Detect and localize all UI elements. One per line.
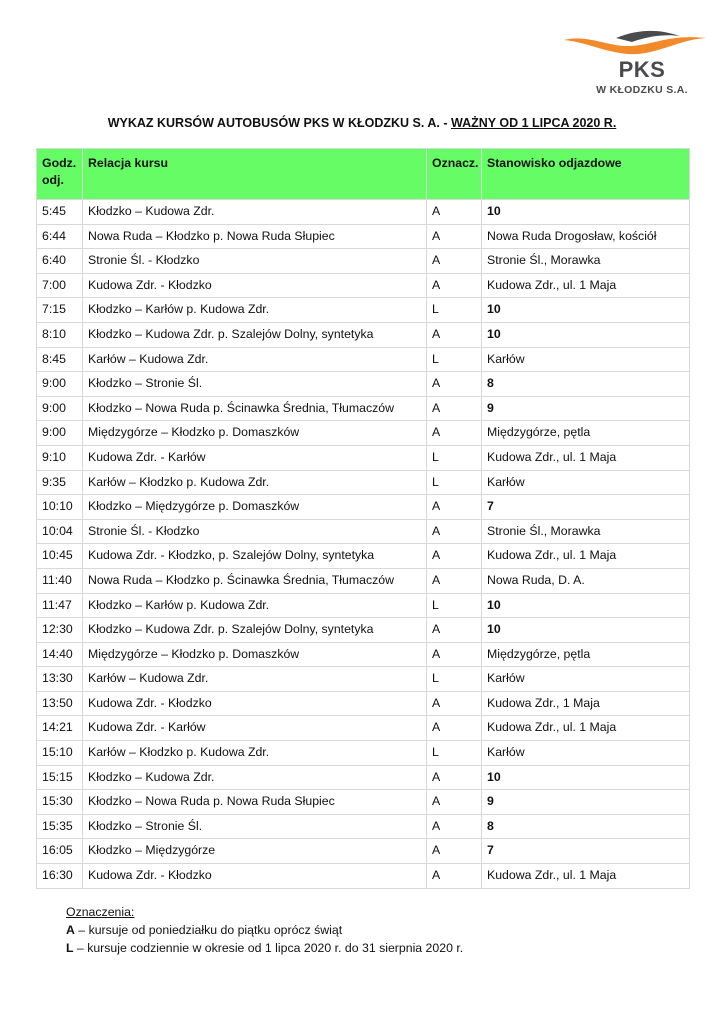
table-row xyxy=(37,839,690,864)
table-row xyxy=(37,765,690,790)
cell-mark: L xyxy=(427,445,482,470)
cell-mark: A xyxy=(427,864,482,889)
table-row xyxy=(37,347,690,372)
cell-route: Kłodzko – Kudowa Zdr. p. Szalejów Dolny, syntetyka xyxy=(83,322,427,347)
cell-stop: Kudowa Zdr., ul. 1 Maja xyxy=(482,864,690,889)
cell-route: Kłodzko – Kudowa Zdr. xyxy=(83,200,427,225)
cell-time: 11:47 xyxy=(37,593,83,618)
legend-text: – kursuje codziennie w okresie od 1 lipca 2020 r. do 31 sierpnia 2020 r. xyxy=(73,941,464,955)
cell-time: 15:35 xyxy=(37,814,83,839)
cell-route: Kłodzko – Międzygórze p. Domaszków xyxy=(83,495,427,520)
cell-stop: Międzygórze, pętla xyxy=(482,421,690,446)
cell-time: 7:00 xyxy=(37,273,83,298)
cell-stop: 10 xyxy=(482,298,690,323)
cell-stop: Karłów xyxy=(482,667,690,692)
cell-route: Nowa Ruda – Kłodzko p. Ścinawka Średnia, Tłumaczów xyxy=(83,568,427,593)
cell-time: 15:30 xyxy=(37,790,83,815)
header-mark: Oznacz. xyxy=(427,149,482,200)
cell-mark: A xyxy=(427,839,482,864)
cell-time: 9:00 xyxy=(37,396,83,421)
cell-mark: A xyxy=(427,421,482,446)
cell-mark: A xyxy=(427,200,482,225)
legend-item-a xyxy=(66,921,463,939)
cell-time: 5:45 xyxy=(37,200,83,225)
cell-mark: A xyxy=(427,249,482,274)
cell-route: Kudowa Zdr. - Karłów xyxy=(83,716,427,741)
cell-mark: A xyxy=(427,495,482,520)
cell-route: Kudowa Zdr. - Kłodzko xyxy=(83,691,427,716)
table-row xyxy=(37,322,690,347)
cell-time: 6:40 xyxy=(37,249,83,274)
cell-route: Karłów – Kudowa Zdr. xyxy=(83,667,427,692)
cell-stop: Kudowa Zdr., 1 Maja xyxy=(482,691,690,716)
header-departure-time: Godz. odj. xyxy=(37,149,83,200)
cell-route: Kłodzko – Nowa Ruda p. Ścinawka Średnia, Tłumaczów xyxy=(83,396,427,421)
cell-time: 16:30 xyxy=(37,864,83,889)
table-row xyxy=(37,691,690,716)
cell-route: Stronie Śl. - Kłodzko xyxy=(83,519,427,544)
table-row xyxy=(37,741,690,766)
title-main: WYKAZ KURSÓW AUTOBUSÓW PKS W KŁODZKU S. A. - xyxy=(107,116,451,130)
table-row xyxy=(37,273,690,298)
cell-mark: A xyxy=(427,642,482,667)
cell-route: Kłodzko – Międzygórze xyxy=(83,839,427,864)
cell-time: 8:45 xyxy=(37,347,83,372)
table-row xyxy=(37,372,690,397)
cell-stop: Karłów xyxy=(482,741,690,766)
cell-time: 9:35 xyxy=(37,470,83,495)
cell-stop: Stronie Śl., Morawka xyxy=(482,249,690,274)
table-row xyxy=(37,421,690,446)
cell-mark: L xyxy=(427,593,482,618)
cell-stop: 9 xyxy=(482,790,690,815)
logo-subtitle: W KŁODZKU S.A. xyxy=(596,84,688,96)
cell-mark: A xyxy=(427,372,482,397)
cell-stop: 9 xyxy=(482,396,690,421)
cell-stop: Karłów xyxy=(482,347,690,372)
table-row xyxy=(37,495,690,520)
cell-mark: A xyxy=(427,814,482,839)
cell-stop: 7 xyxy=(482,839,690,864)
cell-mark: A xyxy=(427,273,482,298)
legend-code: L xyxy=(66,941,74,955)
cell-mark: A xyxy=(427,396,482,421)
cell-stop: 10 xyxy=(482,200,690,225)
cell-mark: A xyxy=(427,519,482,544)
cell-route: Kudowa Zdr. - Kłodzko xyxy=(83,273,427,298)
cell-mark: A xyxy=(427,544,482,569)
cell-route: Kłodzko – Karłów p. Kudowa Zdr. xyxy=(83,298,427,323)
cell-stop: 10 xyxy=(482,765,690,790)
table-row xyxy=(37,593,690,618)
legend-heading: Oznaczenia: xyxy=(66,905,135,919)
cell-time: 14:21 xyxy=(37,716,83,741)
table-row xyxy=(37,298,690,323)
cell-mark: L xyxy=(427,470,482,495)
cell-route: Międzygórze – Kłodzko p. Domaszków xyxy=(83,642,427,667)
cell-route: Kudowa Zdr. - Kłodzko, p. Szalejów Dolny, syntetyka xyxy=(83,544,427,569)
table-row xyxy=(37,519,690,544)
cell-time: 10:10 xyxy=(37,495,83,520)
table-row xyxy=(37,445,690,470)
table-row xyxy=(37,618,690,643)
cell-mark: A xyxy=(427,568,482,593)
legend xyxy=(66,903,463,957)
cell-stop: Międzygórze, pętla xyxy=(482,642,690,667)
cell-route: Kudowa Zdr. - Kłodzko xyxy=(83,864,427,889)
cell-mark: A xyxy=(427,322,482,347)
table-row xyxy=(37,790,690,815)
header-route: Relacja kursu xyxy=(83,149,427,200)
cell-route: Kłodzko – Nowa Ruda p. Nowa Ruda Słupiec xyxy=(83,790,427,815)
cell-route: Kłodzko – Kudowa Zdr. xyxy=(83,765,427,790)
cell-time: 6:44 xyxy=(37,224,83,249)
cell-mark: L xyxy=(427,298,482,323)
cell-time: 8:10 xyxy=(37,322,83,347)
cell-stop: 8 xyxy=(482,372,690,397)
table-row xyxy=(37,396,690,421)
logo-pks-text: PKS xyxy=(618,57,666,82)
legend-item-l xyxy=(66,939,463,957)
cell-mark: A xyxy=(427,716,482,741)
cell-route: Kłodzko – Stronie Śl. xyxy=(83,814,427,839)
cell-time: 11:40 xyxy=(37,568,83,593)
cell-mark: A xyxy=(427,765,482,790)
table-row xyxy=(37,642,690,667)
table-row xyxy=(37,716,690,741)
cell-time: 15:15 xyxy=(37,765,83,790)
cell-time: 10:45 xyxy=(37,544,83,569)
cell-route: Kłodzko – Kudowa Zdr. p. Szalejów Dolny, syntetyka xyxy=(83,618,427,643)
cell-stop: Nowa Ruda, D. A. xyxy=(482,568,690,593)
header-departure-stop: Stanowisko odjazdowe xyxy=(482,149,690,200)
cell-route: Karłów – Kłodzko p. Kudowa Zdr. xyxy=(83,470,427,495)
cell-time: 13:30 xyxy=(37,667,83,692)
cell-time: 16:05 xyxy=(37,839,83,864)
cell-mark: A xyxy=(427,691,482,716)
document-title xyxy=(0,116,724,130)
cell-stop: Kudowa Zdr., ul. 1 Maja xyxy=(482,273,690,298)
cell-mark: A xyxy=(427,224,482,249)
table-header-row xyxy=(37,149,690,200)
table-row xyxy=(37,814,690,839)
cell-route: Kłodzko – Karłów p. Kudowa Zdr. xyxy=(83,593,427,618)
cell-stop: Karłów xyxy=(482,470,690,495)
cell-time: 7:15 xyxy=(37,298,83,323)
cell-time: 9:00 xyxy=(37,372,83,397)
cell-stop: 10 xyxy=(482,618,690,643)
cell-route: Międzygórze – Kłodzko p. Domaszków xyxy=(83,421,427,446)
cell-stop: Nowa Ruda Drogosław, kościół xyxy=(482,224,690,249)
cell-stop: Kudowa Zdr., ul. 1 Maja xyxy=(482,716,690,741)
cell-route: Karłów – Kłodzko p. Kudowa Zdr. xyxy=(83,741,427,766)
table-row xyxy=(37,667,690,692)
title-validity: WAŻNY OD 1 LIPCA 2020 R. xyxy=(450,116,617,130)
cell-route: Kłodzko – Stronie Śl. xyxy=(83,372,427,397)
cell-route: Karłów – Kudowa Zdr. xyxy=(83,347,427,372)
cell-route: Nowa Ruda – Kłodzko p. Nowa Ruda Słupiec xyxy=(83,224,427,249)
cell-route: Kudowa Zdr. - Karłów xyxy=(83,445,427,470)
cell-stop: 10 xyxy=(482,322,690,347)
table-row xyxy=(37,544,690,569)
cell-stop: Kudowa Zdr., ul. 1 Maja xyxy=(482,544,690,569)
table-row xyxy=(37,568,690,593)
cell-time: 14:40 xyxy=(37,642,83,667)
cell-route: Stronie Śl. - Kłodzko xyxy=(83,249,427,274)
cell-mark: A xyxy=(427,790,482,815)
cell-time: 10:04 xyxy=(37,519,83,544)
cell-mark: L xyxy=(427,667,482,692)
cell-time: 15:10 xyxy=(37,741,83,766)
cell-time: 12:30 xyxy=(37,618,83,643)
cell-mark: L xyxy=(427,741,482,766)
pks-logo xyxy=(556,24,716,104)
legend-text: – kursuje od poniedziałku do piątku oprócz świąt xyxy=(74,923,343,937)
table-row xyxy=(37,470,690,495)
cell-mark: L xyxy=(427,347,482,372)
schedule-table xyxy=(36,148,690,889)
cell-stop: 7 xyxy=(482,495,690,520)
cell-stop: Kudowa Zdr., ul. 1 Maja xyxy=(482,445,690,470)
cell-time: 9:00 xyxy=(37,421,83,446)
table-row xyxy=(37,224,690,249)
table-row xyxy=(37,200,690,225)
table-row xyxy=(37,864,690,889)
table-row xyxy=(37,249,690,274)
cell-mark: A xyxy=(427,618,482,643)
cell-time: 9:10 xyxy=(37,445,83,470)
cell-time: 13:50 xyxy=(37,691,83,716)
cell-stop: Stronie Śl., Morawka xyxy=(482,519,690,544)
cell-stop: 8 xyxy=(482,814,690,839)
cell-stop: 10 xyxy=(482,593,690,618)
legend-code: A xyxy=(66,923,75,937)
